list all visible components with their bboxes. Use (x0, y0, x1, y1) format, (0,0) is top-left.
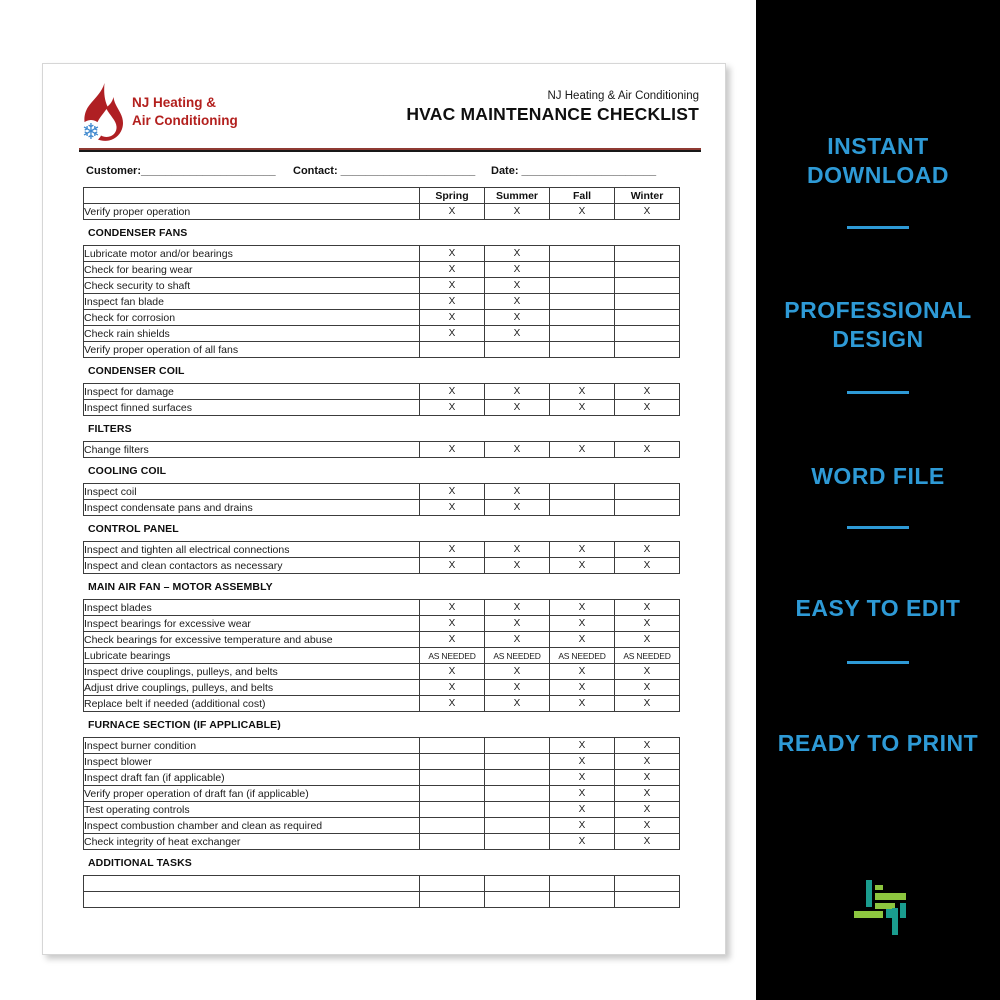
mark-cell: X (420, 484, 485, 500)
mark-cell (615, 484, 680, 500)
mark-cell (615, 500, 680, 516)
mark-cell: X (550, 616, 615, 632)
season-header: Fall (550, 188, 615, 204)
mark-cell: X (615, 754, 680, 770)
mark-cell (550, 294, 615, 310)
task-cell: Adjust drive couplings, pulleys, and belts (84, 680, 420, 696)
section-table (83, 875, 680, 908)
date-field: Date: ______________________ (491, 165, 657, 177)
mark-cell: X (485, 484, 550, 500)
document-header (43, 64, 725, 144)
mark-cell (485, 754, 550, 770)
task-cell: Verify proper operation (84, 204, 420, 220)
table-row (84, 876, 680, 892)
mark-cell: X (420, 600, 485, 616)
mark-cell: X (615, 664, 680, 680)
mark-cell: X (550, 786, 615, 802)
feature-text-line: WORD FILE (811, 463, 945, 489)
mark-cell: X (485, 262, 550, 278)
section-title: CONDENSER COIL (88, 365, 185, 377)
mark-cell (420, 834, 485, 850)
mark-cell: X (550, 442, 615, 458)
table-row (84, 632, 680, 648)
season-header: Winter (615, 188, 680, 204)
mark-cell (615, 294, 680, 310)
task-cell: Inspect fan blade (84, 294, 420, 310)
task-cell: Inspect and clean contactors as necessary (84, 558, 420, 574)
section-title: FURNACE SECTION (IF APPLICABLE) (88, 719, 281, 731)
feature-text-line: READY TO PRINT (777, 730, 979, 756)
section-table (83, 441, 680, 458)
mark-cell (615, 278, 680, 294)
mark-cell (550, 278, 615, 294)
divider (847, 661, 909, 664)
table-row (84, 616, 680, 632)
mark-cell: X (420, 664, 485, 680)
mark-cell: X (420, 278, 485, 294)
mark-cell: X (420, 294, 485, 310)
table-row (84, 696, 680, 712)
snowflake-icon: ❄ (81, 119, 101, 144)
task-cell: Inspect for damage (84, 384, 420, 400)
contact-field: Contact: ______________________ (293, 165, 476, 177)
mark-cell: X (550, 834, 615, 850)
mark-cell: X (615, 632, 680, 648)
mark-cell (420, 738, 485, 754)
mark-cell (485, 786, 550, 802)
table-row (84, 680, 680, 696)
mark-cell: X (420, 680, 485, 696)
mark-cell: X (550, 738, 615, 754)
table-row (84, 558, 680, 574)
mark-cell: X (485, 558, 550, 574)
customer-field: Customer:______________________ (86, 165, 276, 177)
mark-cell: X (615, 616, 680, 632)
mark-cell (420, 802, 485, 818)
mark-cell: X (615, 802, 680, 818)
mark-cell (550, 310, 615, 326)
mark-cell: X (485, 204, 550, 220)
section-title: COOLING COIL (88, 465, 167, 477)
checklist-content (83, 187, 679, 908)
table-row (84, 754, 680, 770)
mark-cell: X (485, 542, 550, 558)
section-title: CONDENSER FANS (88, 227, 188, 239)
task-cell: Change filters (84, 442, 420, 458)
mark-cell: X (615, 818, 680, 834)
mark-cell: X (420, 558, 485, 574)
mark-cell (550, 262, 615, 278)
mark-cell: X (420, 616, 485, 632)
task-cell: Check for bearing wear (84, 262, 420, 278)
mark-cell: X (615, 834, 680, 850)
feature-text-line: INSTANT (827, 133, 929, 159)
mark-cell: X (485, 664, 550, 680)
divider (847, 391, 909, 394)
table-row (84, 384, 680, 400)
task-cell: Inspect bearings for excessive wear (84, 616, 420, 632)
task-cell: Inspect drive couplings, pulleys, and belts (84, 664, 420, 680)
feature-easy-to-edit (756, 594, 1000, 623)
mark-cell: X (550, 384, 615, 400)
mark-cell: AS NEEDED (420, 648, 485, 664)
mark-cell (550, 326, 615, 342)
mark-cell (420, 770, 485, 786)
table-row (84, 442, 680, 458)
task-cell: Inspect blower (84, 754, 420, 770)
mark-cell: X (420, 246, 485, 262)
mark-cell: X (550, 818, 615, 834)
mark-cell (615, 876, 680, 892)
company-name: NJ Heating & Air Conditioning (132, 95, 238, 128)
mark-cell: X (485, 680, 550, 696)
mark-cell: X (615, 696, 680, 712)
mark-cell (420, 754, 485, 770)
mark-cell: X (550, 696, 615, 712)
mark-cell (485, 738, 550, 754)
title-block (406, 82, 699, 125)
mark-cell (550, 484, 615, 500)
table-row (84, 664, 680, 680)
season-header: Spring (420, 188, 485, 204)
task-cell: Inspect combustion chamber and clean as required (84, 818, 420, 834)
mark-cell: X (550, 542, 615, 558)
seasons-header-row (84, 188, 680, 204)
sidebar (756, 0, 1000, 1000)
table-row (84, 648, 680, 664)
mark-cell: X (550, 664, 615, 680)
feature-professional-design (756, 296, 1000, 354)
mark-cell: X (420, 542, 485, 558)
task-cell: Replace belt if needed (additional cost) (84, 696, 420, 712)
section-title: FILTERS (88, 423, 132, 435)
feature-text-line: EASY TO EDIT (795, 595, 961, 621)
mark-cell: X (615, 558, 680, 574)
table-row (84, 600, 680, 616)
mark-cell: AS NEEDED (615, 648, 680, 664)
section-table (83, 245, 680, 358)
task-cell: Verify proper operation of draft fan (if applicable) (84, 786, 420, 802)
task-cell: Test operating controls (84, 802, 420, 818)
task-cell: Check for corrosion (84, 310, 420, 326)
task-cell: Inspect finned surfaces (84, 400, 420, 416)
table-row (84, 278, 680, 294)
mark-cell: X (615, 204, 680, 220)
mark-cell (485, 818, 550, 834)
table-row (84, 484, 680, 500)
mark-cell: X (485, 246, 550, 262)
table-row (84, 770, 680, 786)
mark-cell: X (420, 326, 485, 342)
task-cell: Check rain shields (84, 326, 420, 342)
mark-cell: X (485, 500, 550, 516)
section-title: MAIN AIR FAN – MOTOR ASSEMBLY (88, 581, 273, 593)
mark-cell: X (485, 384, 550, 400)
divider (847, 526, 909, 529)
page-title: HVAC MAINTENANCE CHECKLIST (406, 104, 699, 124)
mark-cell: X (420, 262, 485, 278)
info-fields (43, 161, 725, 185)
mark-cell: X (550, 204, 615, 220)
mark-cell: X (420, 204, 485, 220)
table-row (84, 834, 680, 850)
mark-cell: X (615, 680, 680, 696)
sections-container (83, 225, 679, 908)
mark-cell: X (485, 326, 550, 342)
table-row (84, 542, 680, 558)
mark-cell (550, 876, 615, 892)
mark-cell: X (420, 632, 485, 648)
mark-cell (420, 876, 485, 892)
mark-cell (615, 326, 680, 342)
mark-cell: X (420, 384, 485, 400)
feature-text-line: DESIGN (832, 326, 924, 352)
table-row (84, 786, 680, 802)
table-row (84, 310, 680, 326)
feature-word-file (756, 462, 1000, 491)
table-row (84, 294, 680, 310)
mark-cell (485, 770, 550, 786)
task-cell: Lubricate bearings (84, 648, 420, 664)
mark-cell: X (485, 278, 550, 294)
mark-cell: X (550, 680, 615, 696)
mark-cell: X (550, 400, 615, 416)
seasons-table (83, 187, 680, 220)
mark-cell: X (550, 600, 615, 616)
mark-cell (420, 892, 485, 908)
task-cell (84, 892, 420, 908)
mark-cell (550, 892, 615, 908)
section-title: CONTROL PANEL (88, 523, 179, 535)
table-row (84, 738, 680, 754)
mark-cell: X (485, 632, 550, 648)
mark-cell: X (615, 542, 680, 558)
task-cell: Check bearings for excessive temperature and abuse (84, 632, 420, 648)
mark-cell: X (550, 770, 615, 786)
table-row (84, 400, 680, 416)
mark-cell: X (550, 754, 615, 770)
mark-cell: X (550, 632, 615, 648)
feature-ready-to-print (756, 729, 1000, 758)
blank-cell (84, 188, 420, 204)
mark-cell: X (485, 294, 550, 310)
mark-cell (420, 818, 485, 834)
pinwheel-logo-icon (852, 872, 922, 942)
table-row (84, 262, 680, 278)
task-cell: Inspect coil (84, 484, 420, 500)
feature-text-line: DOWNLOAD (807, 162, 949, 188)
mark-cell (485, 892, 550, 908)
mark-cell: X (550, 558, 615, 574)
section-table (83, 599, 680, 712)
mark-cell: X (420, 696, 485, 712)
mark-cell: X (420, 442, 485, 458)
mark-cell: AS NEEDED (485, 648, 550, 664)
table-row (84, 246, 680, 262)
mark-cell (485, 342, 550, 358)
section-table (83, 383, 680, 416)
table-row (84, 326, 680, 342)
mark-cell (420, 786, 485, 802)
task-cell: Inspect burner condition (84, 738, 420, 754)
feature-text-line: PROFESSIONAL (784, 297, 972, 323)
mark-cell: X (485, 442, 550, 458)
mark-cell: X (615, 786, 680, 802)
task-cell: Check security to shaft (84, 278, 420, 294)
task-cell: Inspect blades (84, 600, 420, 616)
mark-cell (615, 892, 680, 908)
mark-cell: X (420, 500, 485, 516)
company-subtitle: NJ Heating & Air Conditioning (547, 90, 699, 102)
header-rule (79, 148, 701, 152)
task-cell: Inspect and tighten all electrical connections (84, 542, 420, 558)
company-brand (79, 82, 238, 144)
mark-cell: X (615, 600, 680, 616)
task-cell: Inspect draft fan (if applicable) (84, 770, 420, 786)
section-table (83, 541, 680, 574)
mark-cell: X (615, 770, 680, 786)
shop-logo (852, 872, 922, 942)
table-row (84, 818, 680, 834)
section-table (83, 483, 680, 516)
flame-snowflake-icon (79, 82, 125, 144)
mark-cell: X (485, 600, 550, 616)
mark-cell (485, 834, 550, 850)
mark-cell (550, 246, 615, 262)
task-cell: Verify proper operation of all fans (84, 342, 420, 358)
mark-cell (550, 342, 615, 358)
task-cell: Check integrity of heat exchanger (84, 834, 420, 850)
section-title: ADDITIONAL TASKS (88, 857, 192, 869)
mark-cell (615, 246, 680, 262)
mark-cell: X (485, 616, 550, 632)
section-table (83, 737, 680, 850)
mark-cell: X (615, 442, 680, 458)
table-row (84, 892, 680, 908)
mark-cell: X (550, 802, 615, 818)
mark-cell: X (485, 310, 550, 326)
divider (847, 226, 909, 229)
mark-cell (485, 876, 550, 892)
mark-cell (550, 500, 615, 516)
mark-cell: X (420, 400, 485, 416)
season-header: Summer (485, 188, 550, 204)
mark-cell (615, 262, 680, 278)
mark-cell: X (485, 400, 550, 416)
mark-cell: X (615, 384, 680, 400)
mark-cell (420, 342, 485, 358)
table-row (84, 342, 680, 358)
task-cell: Inspect condensate pans and drains (84, 500, 420, 516)
mark-cell: AS NEEDED (550, 648, 615, 664)
mark-cell: X (615, 400, 680, 416)
table-row (84, 500, 680, 516)
task-cell: Lubricate motor and/or bearings (84, 246, 420, 262)
mark-cell: X (420, 310, 485, 326)
table-row (84, 204, 680, 220)
mark-cell: X (615, 738, 680, 754)
table-row (84, 802, 680, 818)
document-page (42, 63, 726, 955)
task-cell (84, 876, 420, 892)
mark-cell (615, 310, 680, 326)
feature-instant-download (756, 132, 1000, 190)
mark-cell (485, 802, 550, 818)
mark-cell (615, 342, 680, 358)
mark-cell: X (485, 696, 550, 712)
